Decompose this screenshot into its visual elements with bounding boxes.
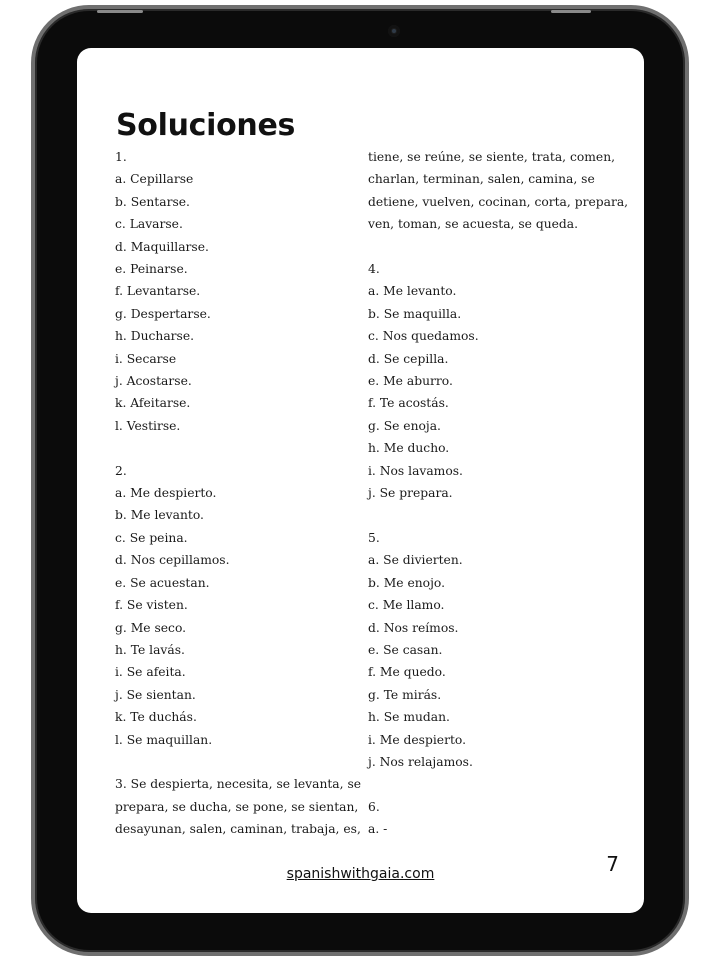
section-number: 2.	[115, 463, 127, 478]
answer-item: h. Me ducho.	[368, 441, 450, 456]
answer-item: g. Te mirás.	[368, 687, 442, 702]
answer-item: l. Se maquillan.	[115, 732, 213, 747]
spacer	[115, 751, 355, 773]
answer-item: c. Se peina.	[115, 530, 188, 545]
paragraph-line: 3. Se despierta, necesita, se levanta, se	[115, 777, 362, 792]
right-column	[368, 146, 629, 841]
page-screen	[77, 48, 644, 913]
answer-item: l. Vestirse.	[115, 418, 181, 433]
camera-icon	[388, 25, 400, 37]
answer-item: j. Se sientan.	[115, 687, 196, 702]
answer-item: k. Te duchás.	[115, 710, 197, 725]
paragraph-line: desayunan, salen, caminan, trabaja, es,	[115, 822, 361, 837]
paragraph-line: tiene, se reúne, se siente, trata, comen,	[368, 150, 616, 164]
section-number: 6.	[368, 799, 380, 814]
paragraph-line: ven, toman, se acuesta, se queda.	[368, 217, 579, 232]
answer-item: j. Se prepara.	[368, 486, 453, 501]
spacer	[368, 236, 616, 258]
answer-item: d. Nos cepillamos.	[115, 553, 230, 568]
paragraph-line: detiene, vuelven, cocinan, corta, prepara,	[368, 194, 629, 209]
answer-item: e. Se casan.	[368, 642, 443, 657]
answer-item: k. Afeitarse.	[115, 396, 191, 411]
spacer	[115, 437, 355, 459]
answer-item: g. Se enoja.	[368, 418, 441, 433]
power-button	[551, 10, 591, 13]
section-number: 5.	[368, 530, 380, 545]
answer-item: f. Se visten.	[115, 598, 188, 613]
answer-item: a. Me levanto.	[368, 284, 457, 299]
answer-item: f. Me quedo.	[368, 665, 446, 680]
answer-item: b. Me levanto.	[115, 508, 204, 523]
paragraph-line: prepara, se ducha, se pone, se sientan,	[115, 799, 359, 814]
answer-item: f. Levantarse.	[115, 284, 201, 299]
answer-item: g. Despertarse.	[115, 306, 211, 321]
answer-item: e. Se acuestan.	[115, 575, 210, 590]
answer-item: b. Me enojo.	[368, 575, 445, 590]
answer-item: c. Lavarse.	[115, 217, 183, 232]
answer-item: h. Ducharse.	[115, 329, 195, 344]
website-link[interactable]: spanishwithgaia.com	[286, 866, 435, 882]
answer-item: d. Maquillarse.	[115, 239, 209, 254]
page-title: Soluciones	[116, 108, 296, 143]
section-number: 4.	[368, 262, 380, 277]
spacer	[368, 504, 616, 526]
answer-item: a. -	[368, 822, 388, 837]
answer-item: g. Me seco.	[115, 620, 187, 635]
answer-item: h. Se mudan.	[368, 710, 450, 725]
answer-item: d. Nos reímos.	[368, 620, 459, 635]
answer-item: b. Sentarse.	[115, 194, 190, 209]
volume-button	[97, 10, 143, 13]
answer-item: i. Se afeita.	[115, 665, 186, 680]
answer-item: i. Nos lavamos.	[368, 463, 463, 478]
answer-item: f. Te acostás.	[368, 396, 449, 411]
answer-item: d. Se cepilla.	[368, 351, 449, 366]
answer-item: j. Acostarse.	[115, 374, 192, 389]
answer-item: e. Me aburro.	[368, 374, 453, 389]
answer-item: c. Me llamo.	[368, 598, 445, 613]
answer-item: a. Cepillarse	[115, 172, 194, 187]
spacer	[368, 773, 616, 795]
answer-item: b. Se maquilla.	[368, 306, 462, 321]
answer-item: i. Me despierto.	[368, 732, 466, 747]
answer-item: e. Peinarse.	[115, 262, 188, 277]
answer-item: h. Te lavás.	[115, 642, 185, 657]
answer-item: i. Secarse	[115, 351, 177, 366]
answer-item: c. Nos quedamos.	[368, 329, 479, 344]
section-number: 1.	[115, 150, 127, 164]
answer-item: a. Me despierto.	[115, 486, 217, 501]
left-column	[115, 146, 362, 841]
page-number: 7	[606, 852, 619, 876]
paragraph-line: charlan, terminan, salen, camina, se	[368, 172, 595, 187]
answer-item: a. Se divierten.	[368, 553, 463, 568]
answer-item: j. Nos relajamos.	[368, 754, 473, 769]
